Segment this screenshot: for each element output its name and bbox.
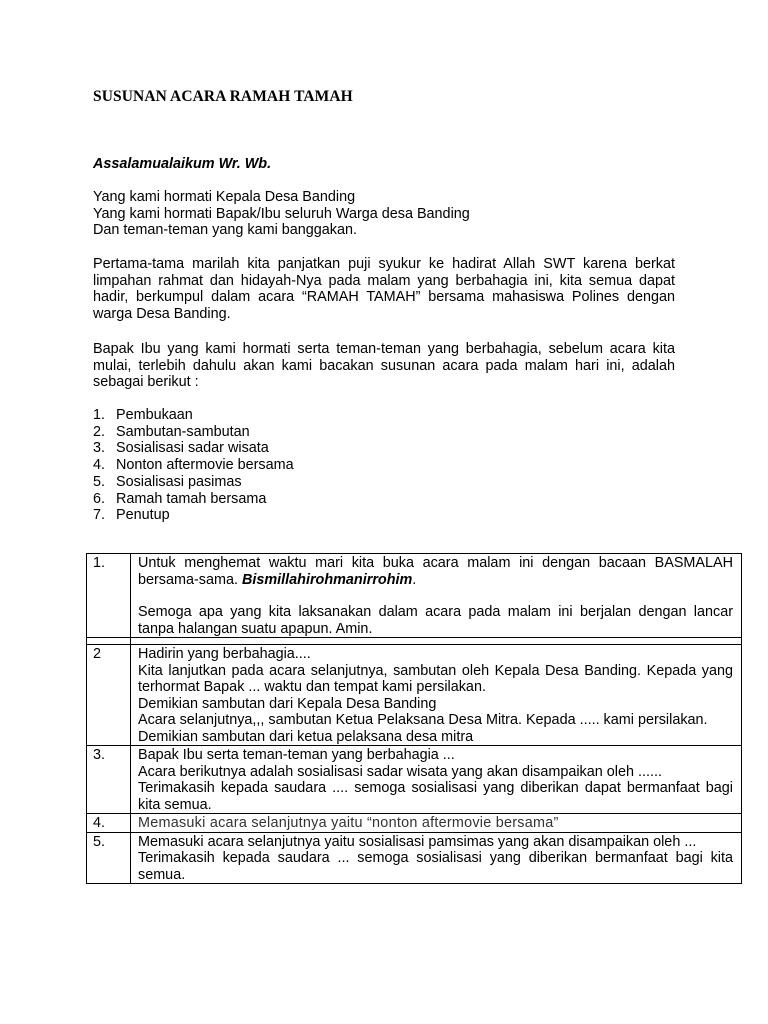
spacer-cell (87, 638, 131, 645)
row-text: Acara selanjutnya,,, sambutan Ketua Pelaksana Desa Mitra. Kepada ..... kami persilakan. (138, 712, 708, 728)
agenda-label: Penutup (116, 507, 170, 524)
agenda-label: Sambutan-sambutan (116, 423, 250, 440)
row-text: Terimakasih kepada saudara ... semoga sosialisasi yang diberikan bermanfaat bagi kita semua. (138, 850, 733, 883)
agenda-label: Ramah tamah bersama (116, 490, 267, 507)
agenda-label: Pembukaan (116, 407, 193, 423)
event-script-table (86, 553, 742, 884)
agenda-number: 2. (93, 423, 106, 440)
row-content (131, 814, 742, 833)
agenda-item (93, 457, 294, 474)
agenda-item (93, 474, 294, 491)
row-text: Untuk menghemat waktu mari kita buka acara malam ini dengan bacaan BASMALAH bersama-sama. (138, 555, 733, 588)
row-text: Terimakasih kepada saudara .... semoga sosialisasi yang diberikan dapat bermanfaat bagi kita semua. (138, 780, 733, 813)
row-text: Semoga apa yang kita laksanakan dalam acara pada malam ini berjalan dengan lancar tanpa halangan suatu apapun. Amin. (138, 604, 733, 637)
row-text: Kita lanjutkan pada acara selanjutnya, sambutan oleh Kepala Desa Banding. Kepada yang terhormat Bapak ... waktu dan tempat kami persilakan. (138, 662, 733, 695)
agenda-number: 5. (93, 473, 106, 490)
respect-line: Dan teman-teman yang kami banggakan. (93, 222, 357, 239)
row-text: Bapak Ibu serta teman-teman yang berbahagia ... (138, 747, 455, 763)
agenda-item (93, 407, 294, 424)
row-number: 1. (87, 554, 131, 638)
row-text: Memasuki acara selanjutnya yaitu sosialisasi pamsimas yang akan disampaikan oleh ... (138, 833, 697, 850)
row-number: 4. (87, 814, 131, 833)
respect-line: Yang kami hormati Bapak/Ibu seluruh Warga desa Banding (93, 205, 470, 222)
agenda-label: Sosialisasi sadar wisata (116, 440, 269, 457)
agenda-number: 1. (93, 407, 106, 423)
row-text: Demikian sambutan dari ketua pelaksana desa mitra (138, 728, 474, 745)
respect-line: Yang kami hormati Kepala Desa Banding (93, 189, 356, 205)
row-text: Demikian sambutan dari Kepala Desa Banding (138, 695, 437, 712)
spacer-cell (131, 638, 742, 645)
row-content (131, 554, 742, 638)
row-text: Acara berikutnya adalah sosialisasi sadar wisata yang akan disampaikan oleh ...... (138, 763, 662, 780)
row-emphasis: Bismillahirohmanirrohim (241, 571, 413, 588)
respect-lines (93, 189, 675, 239)
row-text: . (412, 571, 417, 588)
table-row (87, 814, 742, 833)
row-content (131, 645, 742, 746)
agenda-label: Sosialisasi pasimas (116, 473, 242, 490)
row-number: 2 (87, 645, 131, 746)
table-row (87, 645, 742, 746)
agenda-number: 7. (93, 507, 106, 524)
row-text: Memasuki acara selanjutnya yaitu “nonton aftermovie bersama” (138, 815, 559, 831)
table-spacer-row (87, 638, 742, 645)
row-number: 3. (87, 746, 131, 814)
row-gap (138, 588, 733, 604)
intro-paragraph: Bapak Ibu yang kami hormati serta teman-teman yang berbahagia, sebelum acara kita mulai, terlebih dahulu akan kami bacakan susunan acara pada malam hari ini, adalah sebagai berikut : (93, 341, 675, 391)
greeting: Assalamualaikum Wr. Wb. (93, 156, 272, 172)
agenda-item (93, 424, 294, 441)
agenda-number: 4. (93, 457, 106, 474)
agenda-item (93, 491, 294, 508)
agenda-number: 6. (93, 490, 106, 507)
agenda-item (93, 507, 294, 524)
agenda-list (93, 407, 294, 524)
agenda-item (93, 440, 294, 457)
table-row (87, 832, 742, 884)
document-title: SUSUNAN ACARA RAMAH TAMAH (93, 88, 353, 105)
agenda-label: Nonton aftermovie bersama (116, 457, 294, 474)
table-row (87, 746, 742, 814)
agenda-number: 3. (93, 440, 106, 457)
row-content (131, 832, 742, 884)
table-row (87, 554, 742, 638)
row-number: 5. (87, 832, 131, 884)
row-text: Hadirin yang berbahagia.... (138, 646, 311, 662)
row-content (131, 746, 742, 814)
opening-paragraph: Pertama-tama marilah kita panjatkan puji syukur ke hadirat Allah SWT karena berkat limpahan rahmat dan hidayah-Nya pada malam yang berbahagia ini, kita semua dapat hadir, berkumpul dalam acara “RAMAH TAMAH” bersama mahasiswa Polines dengan warga Desa Banding. (93, 256, 675, 322)
